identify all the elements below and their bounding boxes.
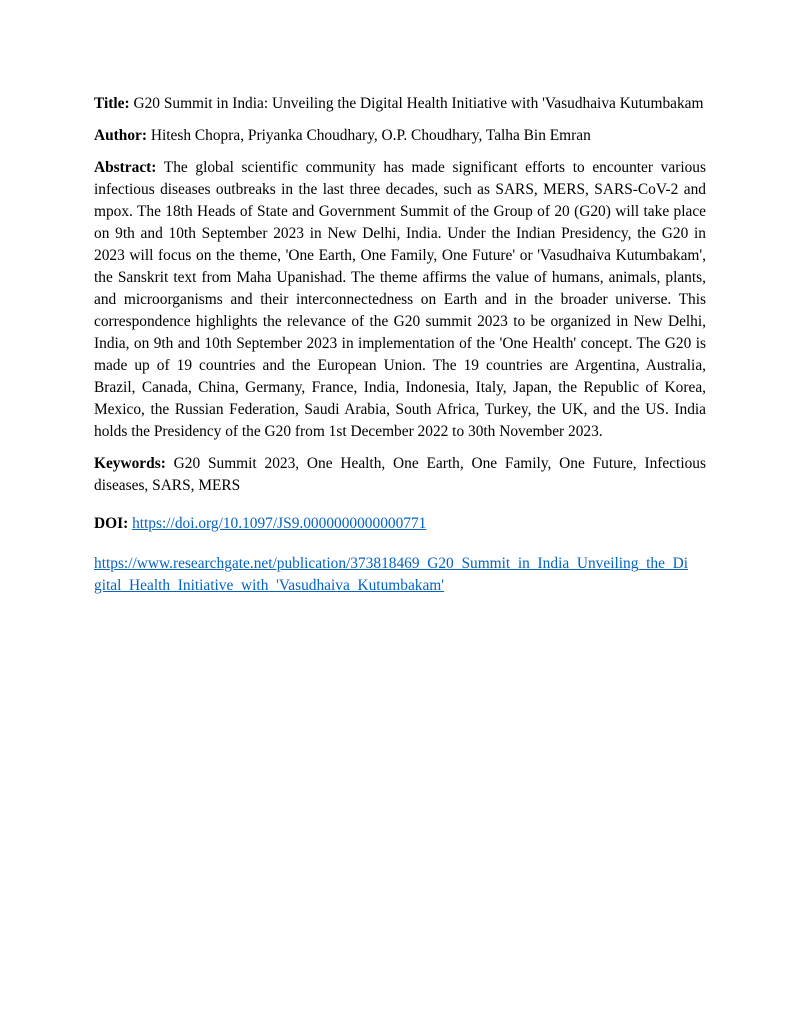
researchgate-link-line-2[interactable]: gital_Health_Initiative_with_'Vasudhaiva_Kutumbakam' xyxy=(94,577,445,594)
keywords-label: Keywords: xyxy=(94,455,166,472)
researchgate-link-line-1[interactable]: https://www.researchgate.net/publication/373818469_G20_Summit_in_India_Unveiling_the_Di xyxy=(94,555,689,572)
keywords-text: G20 Summit 2023, One Health, One Earth, One Family, One Future, Infectious diseases, SARS, MERS xyxy=(94,455,706,494)
abstract-paragraph xyxy=(94,157,706,443)
title-label: Title: xyxy=(94,95,130,112)
researchgate-paragraph xyxy=(94,553,706,597)
abstract-label: Abstract: xyxy=(94,159,157,176)
title-text: G20 Summit in India: Unveiling the Digital Health Initiative with 'Vasudhaiva Kutumbakam xyxy=(129,95,704,112)
author-label: Author: xyxy=(94,127,148,144)
author-text: Hitesh Chopra, Priyanka Choudhary, O.P. Choudhary, Talha Bin Emran xyxy=(147,127,591,144)
abstract-text: The global scientific community has made significant efforts to encounter various infectious diseases outbreaks in the last three decades, such as SARS, MERS, SARS-CoV-2 and mpox. The 18th Heads of State and Government Summit of the Group of 20 (G20) will take place on 9th and 10th September 2023 in New Delhi, India. Under the Indian Presidency, the G20 in 2023 will focus on the theme, 'One Earth, One Family, One Future' or 'Vasudhaiva Kutumbakam', the Sanskrit text from Maha Upanishad. The theme affirms the value of humans, animals, plants, and microorganisms and their interconnectedness on Earth and in the broader universe. This correspondence highlights the relevance of the G20 summit 2023 to be organized in New Delhi, India, on 9th and 10th September 2023 in implementation of the 'One Health' concept. The G20 is made up of 19 countries and the European Union. The 19 countries are Argentina, Australia, Brazil, Canada, China, Germany, France, India, Indonesia, Italy, Japan, the Republic of Korea, Mexico, the Russian Federation, Saudi Arabia, South Africa, Turkey, the UK, and the US. India holds the Presidency of the G20 from 1st December 2022 to 30th November 2023. xyxy=(94,159,706,440)
author-paragraph xyxy=(94,125,706,147)
keywords-paragraph xyxy=(94,453,706,497)
doi-label: DOI: xyxy=(94,515,129,532)
doi-paragraph xyxy=(94,513,706,535)
document-page xyxy=(94,93,706,607)
doi-link[interactable]: https://doi.org/10.1097/JS9.0000000000000771 xyxy=(132,515,427,532)
title-paragraph xyxy=(94,93,706,115)
